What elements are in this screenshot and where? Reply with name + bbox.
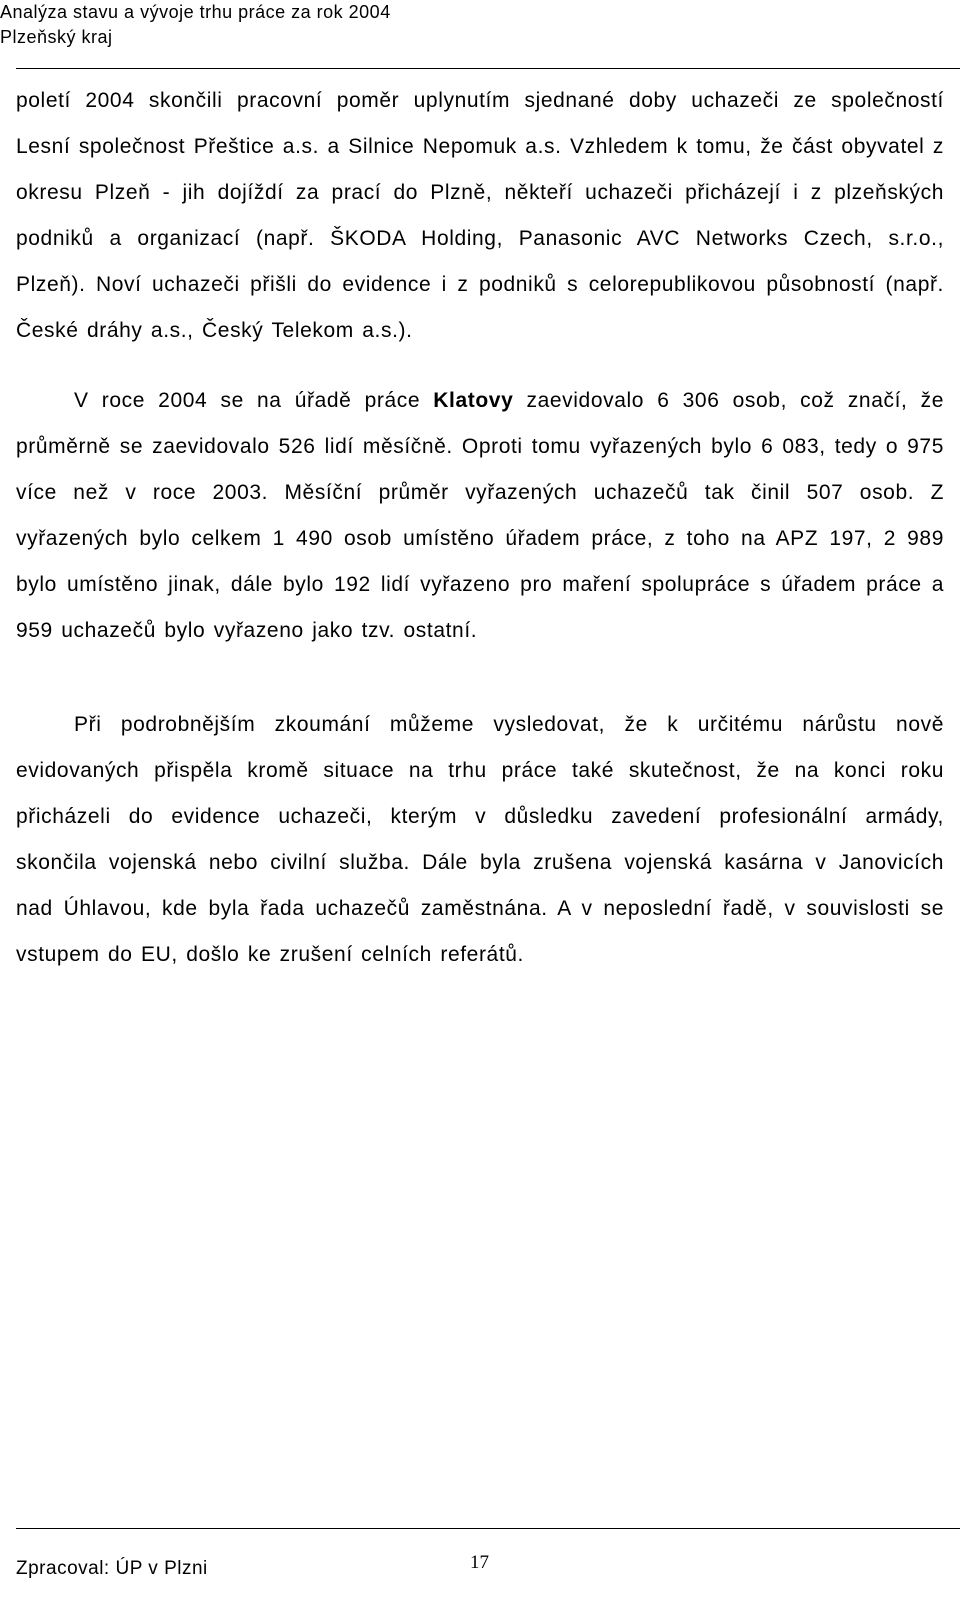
paragraph-1: poletí 2004 skončili pracovní poměr uplynutím sjednané doby uchazeči ze společností Lesní společnost Přeštice a.s. a Silnice Nepomuk a.s. Vzhledem k tomu, že část obyvatel z okresu Plzeň - jih dojíždí za prací do Plzně, někteří uchazeči přicházejí i z plzeňských podniků a organizací (např. ŠKODA Holding, Panasonic AVC Networks Czech, s.r.o., Plzeň). Noví uchazeči přišli do evidence i z podniků s celorepublikovou působností (např. České dráhy a.s., Český Telekom a.s.). [16, 89, 944, 342]
page-number: 17 [470, 1552, 489, 1573]
paragraph-2-text-start: V roce 2004 se na úřadě práce [74, 389, 434, 412]
paragraph-2-text-end: zaevidovalo 6 306 osob, což značí, že průměrně se zaevidovalo 526 lidí měsíčně. Oproti tomu vyřazených bylo 6 083, tedy o 975 více než v roce 2003. Měsíční průměr vyřazených uchazečů tak činil 507 osob. Z vyřazených bylo celkem 1 490 osob umístěno úřadem práce, z toho na APZ 197, 2 989 bylo umístěno jinak, dále bylo 192 lidí vyřazeno pro maření spolupráce s úřadem práce a 959 uchazečů bylo vyřazeno jako tzv. ostatní. [16, 389, 944, 642]
paragraph-spacer [16, 354, 944, 378]
footer-divider [16, 1528, 960, 1529]
page-header [0, 0, 960, 50]
header-region: Plzeňský kraj [0, 27, 113, 47]
paragraph-spacer [16, 654, 944, 702]
header-divider [16, 68, 960, 69]
paragraph-3: Při podrobnějším zkoumání můžeme vysledovat, že k určitému nárůstu nově evidovaných přispěla kromě situace na trhu práce také skutečnost, že na konci roku přicházeli do evidence uchazeči, kterým v důsledku zavedení profesionální armády, skončila vojenská nebo civilní služba. Dále byla zrušena vojenská kasárna v Janovicích nad Úhlavou, kde byla řada uchazečů zaměstnána. A v neposlední řadě, v souvislosti se vstupem do EU, došlo ke zrušení celních referátů. [16, 713, 944, 966]
header-title: Analýza stavu a vývoje trhu práce za rok 2004 [0, 2, 391, 22]
footer-author: Zpracoval: ÚP v Plzni [16, 1558, 208, 1579]
paragraph-2 [16, 378, 944, 654]
office-name-bold: Klatovy [433, 389, 514, 412]
document-body [16, 78, 944, 978]
